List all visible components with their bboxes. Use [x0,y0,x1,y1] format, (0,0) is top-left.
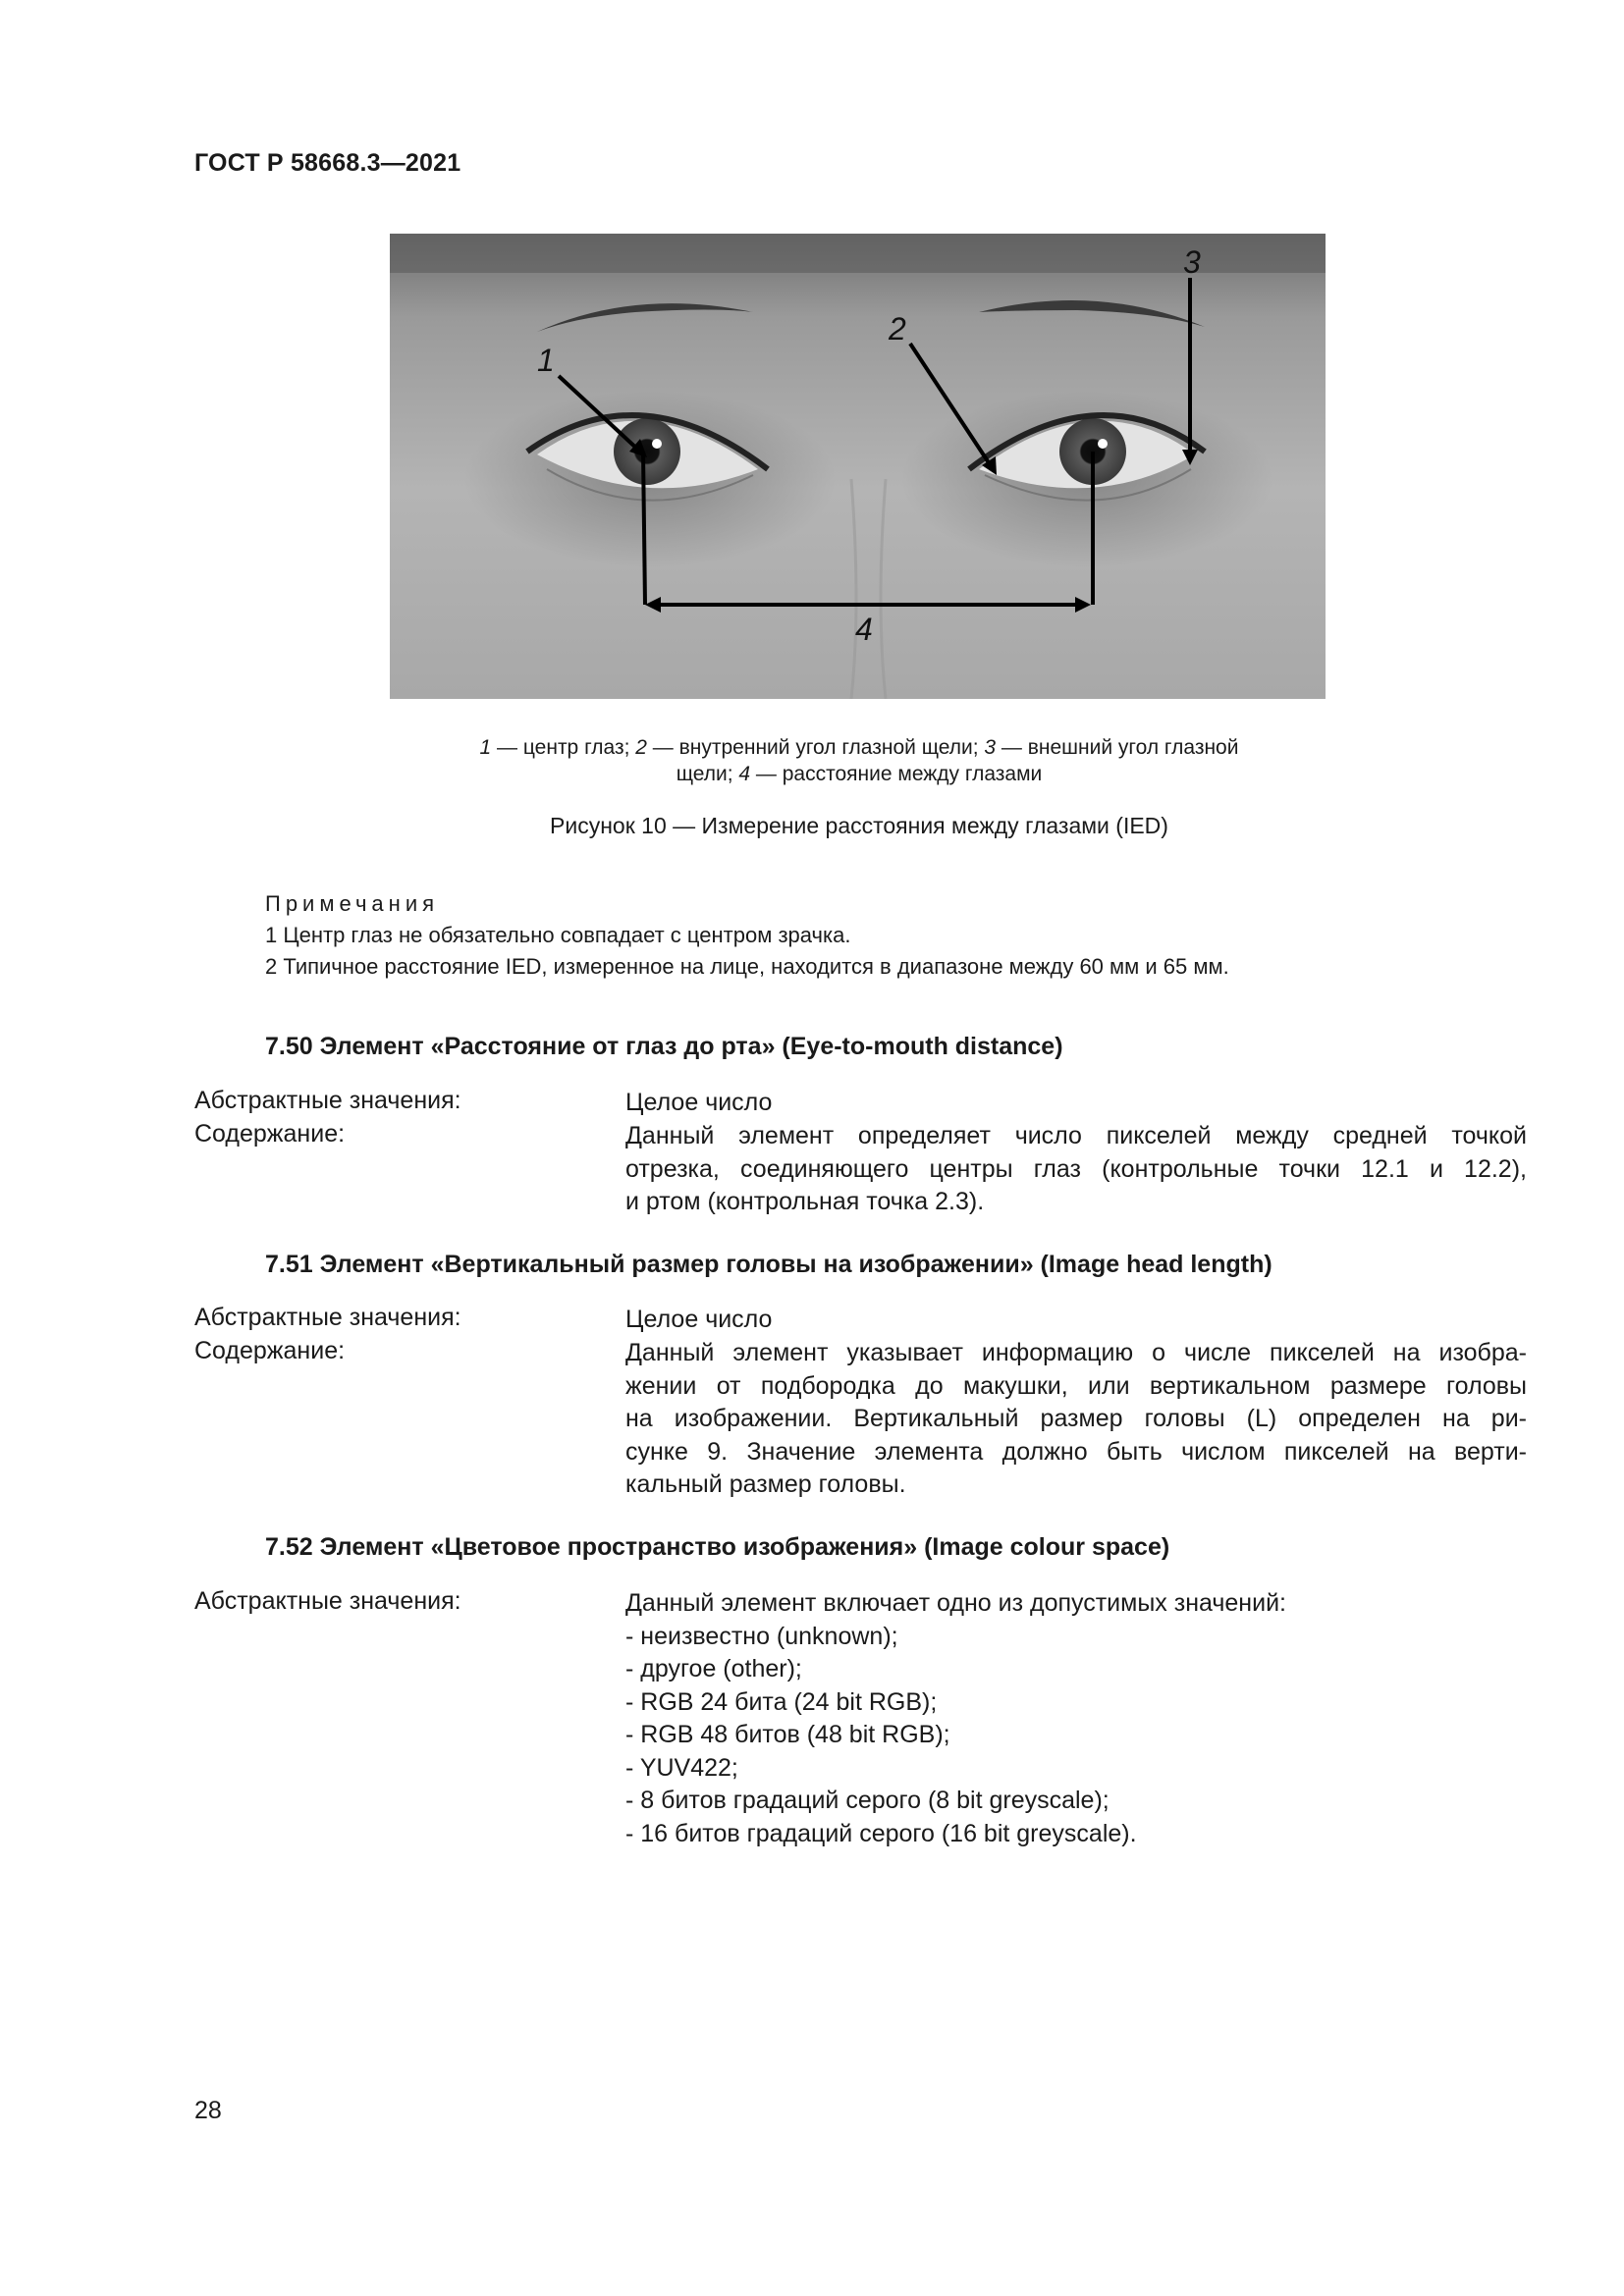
abstract-values-label: Абстрактные значения: [194,1087,461,1114]
legend-text: — центр глаз; [491,736,636,759]
section-heading-7-52: 7.52 Элемент «Цветовое пространство изображения» (Image colour space) [265,1533,1170,1561]
figure-legend [393,734,1326,787]
callout-1: 1 [537,343,555,378]
legend-text: — внешний угол глазной [996,736,1239,759]
legend-text: — расстояние между глазами [750,763,1043,785]
callout-4: 4 [855,612,873,647]
note-item: 1 Центр глаз не обязательно совпадает с центром зрачка. [265,923,851,947]
callout-3: 3 [1183,244,1201,280]
value-line: Целое число [625,1089,773,1116]
section-heading-7-51: 7.51 Элемент «Вертикальный размер головы на изображении» (Image head length) [265,1251,1272,1278]
option-item: - RGB 48 битов (48 bit RGB); [625,1721,950,1748]
content-line: Данный элемент указывает информацию о числе пикселей на изобра- [625,1339,1527,1366]
content-line: кальный размер головы. [625,1470,906,1498]
legend-line-1 [393,734,1326,761]
colour-space-options [625,1587,1286,1850]
page-number: 28 [194,2097,222,2124]
options-intro: Данный элемент включает одно из допустимых значений: [625,1589,1286,1617]
content-line: отрезка, соединяющего центры глаз (контрольные точки 12.1 и 12.2), [625,1154,1527,1183]
content-label: Содержание: [194,1337,346,1364]
content-line: и ртом (контрольная точка 2.3). [625,1188,985,1215]
abstract-values-label: Абстрактные значения: [194,1587,461,1615]
value-line: Целое число [625,1306,773,1333]
legend-number: 4 [738,763,751,785]
notes-title: Примечания [265,891,440,916]
legend-line-2 [393,761,1326,787]
legend-number: 2 [635,736,647,759]
content-line: Данный элемент определяет число пикселей между средней точкой [625,1122,1527,1149]
eyes-photo [390,234,1326,699]
content-value [625,1337,1527,1502]
option-item: - другое (other); [625,1655,802,1682]
content-line: сунке 9. Значение элемента должно быть числом пикселей на верти- [625,1437,1527,1466]
legend-number: 3 [984,736,997,759]
note-item: 2 Типичное расстояние IED, измеренное на лице, находится в диапазоне между 60 мм и 65 мм. [265,954,1229,979]
legend-number: 1 [479,736,492,759]
eyes-figure [390,234,1326,699]
document-header: ГОСТ Р 58668.3—2021 [194,149,461,177]
content-line: жении от подбородка до макушки, или вертикальном размере головы [625,1371,1527,1400]
figure-caption: Рисунок 10 — Измерение расстояния между глазами (IED) [550,813,1168,838]
content-value [625,1120,1527,1219]
callout-2: 2 [889,311,906,347]
legend-text: щели; [676,763,739,785]
abstract-values-value [625,1087,1527,1120]
option-item: - YUV422; [625,1753,738,1782]
legend-text: — внутренний угол глазной щели; [646,736,985,759]
option-item: - 16 битов градаций серого (16 bit greyscale). [625,1819,1137,1847]
option-item: - RGB 24 бита (24 bit RGB); [625,1687,938,1716]
content-label: Содержание: [194,1120,346,1148]
option-item: - неизвестно (unknown); [625,1622,898,1650]
abstract-values-label: Абстрактные значения: [194,1304,461,1331]
section-heading-7-50: 7.50 Элемент «Расстояние от глаз до рта» (Eye-to-mouth distance) [265,1033,1063,1060]
option-item: - 8 битов градаций серого (8 bit greyscale); [625,1787,1110,1814]
content-line: на изображении. Вертикальный размер головы (L) определен на ри- [625,1405,1527,1432]
abstract-values-value [625,1304,1527,1337]
